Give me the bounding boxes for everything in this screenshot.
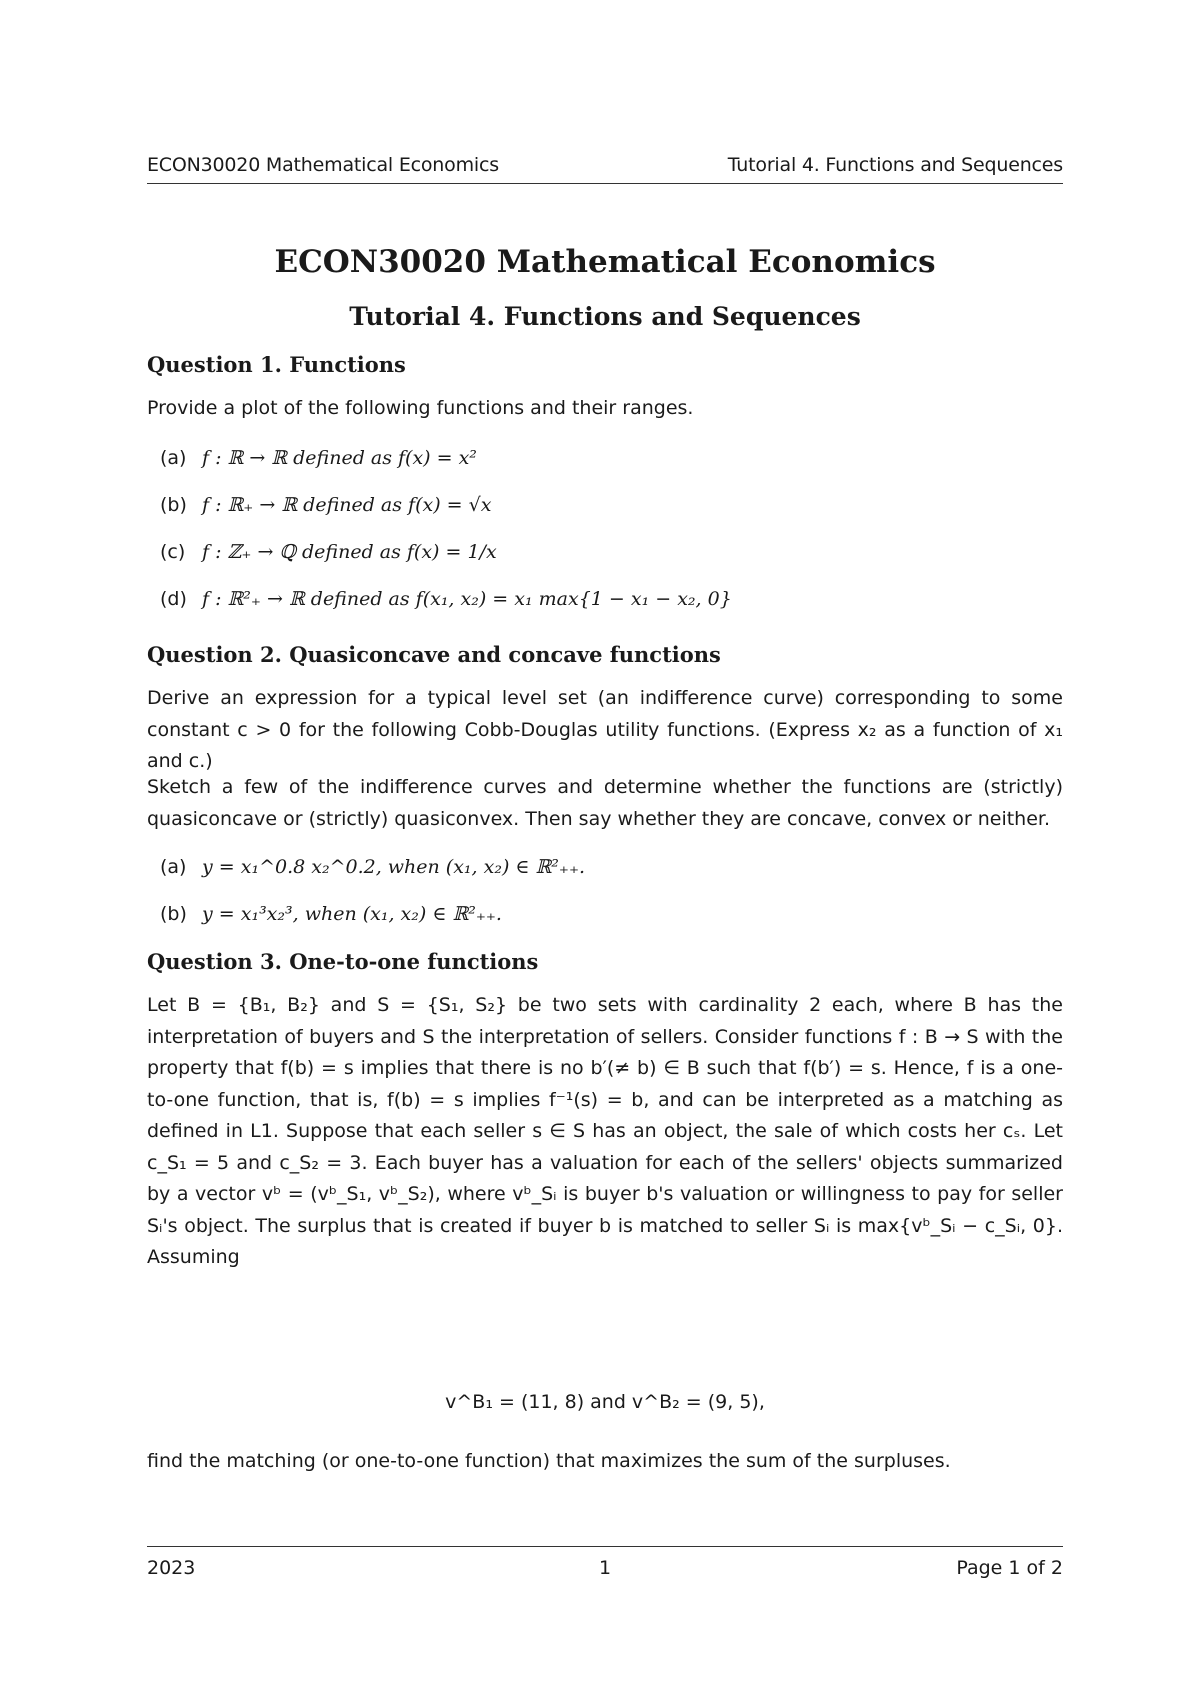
- footer-page-count: Page 1 of 2: [956, 1557, 1063, 1579]
- question-3-heading: Question 3. One-to-one functions: [147, 949, 539, 974]
- question-2-item-a: [160, 856, 585, 878]
- question-2-paragraph-2: Sketch a few of the indifference curves and determine whether the functions are (strictly) quasiconcave or (strictly) quasiconvex. Then say whether they are concave, convex or neither.: [147, 776, 1063, 830]
- running-footer: [147, 1557, 1063, 1579]
- header-course: ECON30020 Mathematical Economics: [147, 154, 499, 176]
- item-text: f : ℝ²₊ → ℝ defined as f(x₁, x₂) = x₁ max{1 − x₁ − x₂, 0}: [202, 588, 732, 610]
- document-subtitle: Tutorial 4. Functions and Sequences: [349, 302, 861, 331]
- running-header: [147, 154, 1063, 182]
- item-text: f : ℝ → ℝ defined as f(x) = x²: [202, 447, 477, 469]
- item-label: (c): [160, 541, 186, 563]
- question-1-item-d: [160, 588, 732, 610]
- footer-year: 2023: [147, 1557, 196, 1579]
- question-2-heading: Question 2. Quasiconcave and concave functions: [147, 642, 721, 667]
- item-label: (b): [160, 903, 187, 925]
- question-1-item-c: [160, 541, 497, 563]
- item-text: f : ℤ₊ → ℚ defined as f(x) = 1/x: [202, 541, 497, 563]
- item-label: (a): [160, 447, 187, 469]
- item-text: f : ℝ₊ → ℝ defined as f(x) = √x: [202, 494, 492, 516]
- question-3-paragraph: Let B = {B₁, B₂} and S = {S₁, S₂} be two sets with cardinality 2 each, where B has the interpretation of buyers and S the interpretation of sellers. Consider functions f : B → S with the property that f(b) = s implies that there is no b′(≠ b) ∈ B such that f(b′) = s. Hence, f is a one-to-one function, that is, f(b) = s implies f⁻¹(s) = b, and can be interpreted as a matching as defined in L1. Suppose that each seller s ∈ S has an object, the sale of which costs her cₛ. Let c_S₁ = 5 and c_S₂ = 3. Each buyer has a valuation for each of the sellers' objects summarized by a vector vᵇ = (vᵇ_S₁, vᵇ_S₂), where vᵇ_Sᵢ is buyer b's valuation or willingness to pay for seller Sᵢ's object. The surplus that is created if buyer b is matched to seller Sᵢ is max{vᵇ_Sᵢ − c_Sᵢ, 0}. Assuming: [147, 994, 1063, 1268]
- item-label: (b): [160, 494, 187, 516]
- header-tutorial: Tutorial 4. Functions and Sequences: [727, 154, 1063, 176]
- valuation-equation: v^B₁ = (11, 8) and v^B₂ = (9, 5),: [445, 1391, 765, 1413]
- item-label: (a): [160, 856, 187, 878]
- question-1-heading: Question 1. Functions: [147, 352, 406, 377]
- question-2-item-b: [160, 903, 502, 925]
- item-text: y = x₁^0.8 x₂^0.2, when (x₁, x₂) ∈ ℝ²₊₊.: [202, 856, 586, 878]
- document-title: ECON30020 Mathematical Economics: [274, 244, 936, 280]
- question-3-closing: find the matching (or one-to-one function) that maximizes the sum of the surpluses.: [147, 1450, 951, 1472]
- footer-page-number: 1: [598, 1557, 612, 1579]
- footer-divider: [147, 1546, 1063, 1547]
- question-1-item-b: [160, 494, 491, 516]
- question-1-item-a: [160, 447, 477, 469]
- item-text: y = x₁³x₂³, when (x₁, x₂) ∈ ℝ²₊₊.: [202, 903, 502, 925]
- item-label: (d): [160, 588, 187, 610]
- header-divider: [147, 183, 1063, 184]
- question-1-intro: Provide a plot of the following functions and their ranges.: [147, 397, 694, 419]
- question-2-paragraph-1: Derive an expression for a typical level set (an indifference curve) corresponding to some constant c > 0 for the following Cobb-Douglas utility functions. (Express x₂ as a function of x₁ and c.): [147, 687, 1063, 772]
